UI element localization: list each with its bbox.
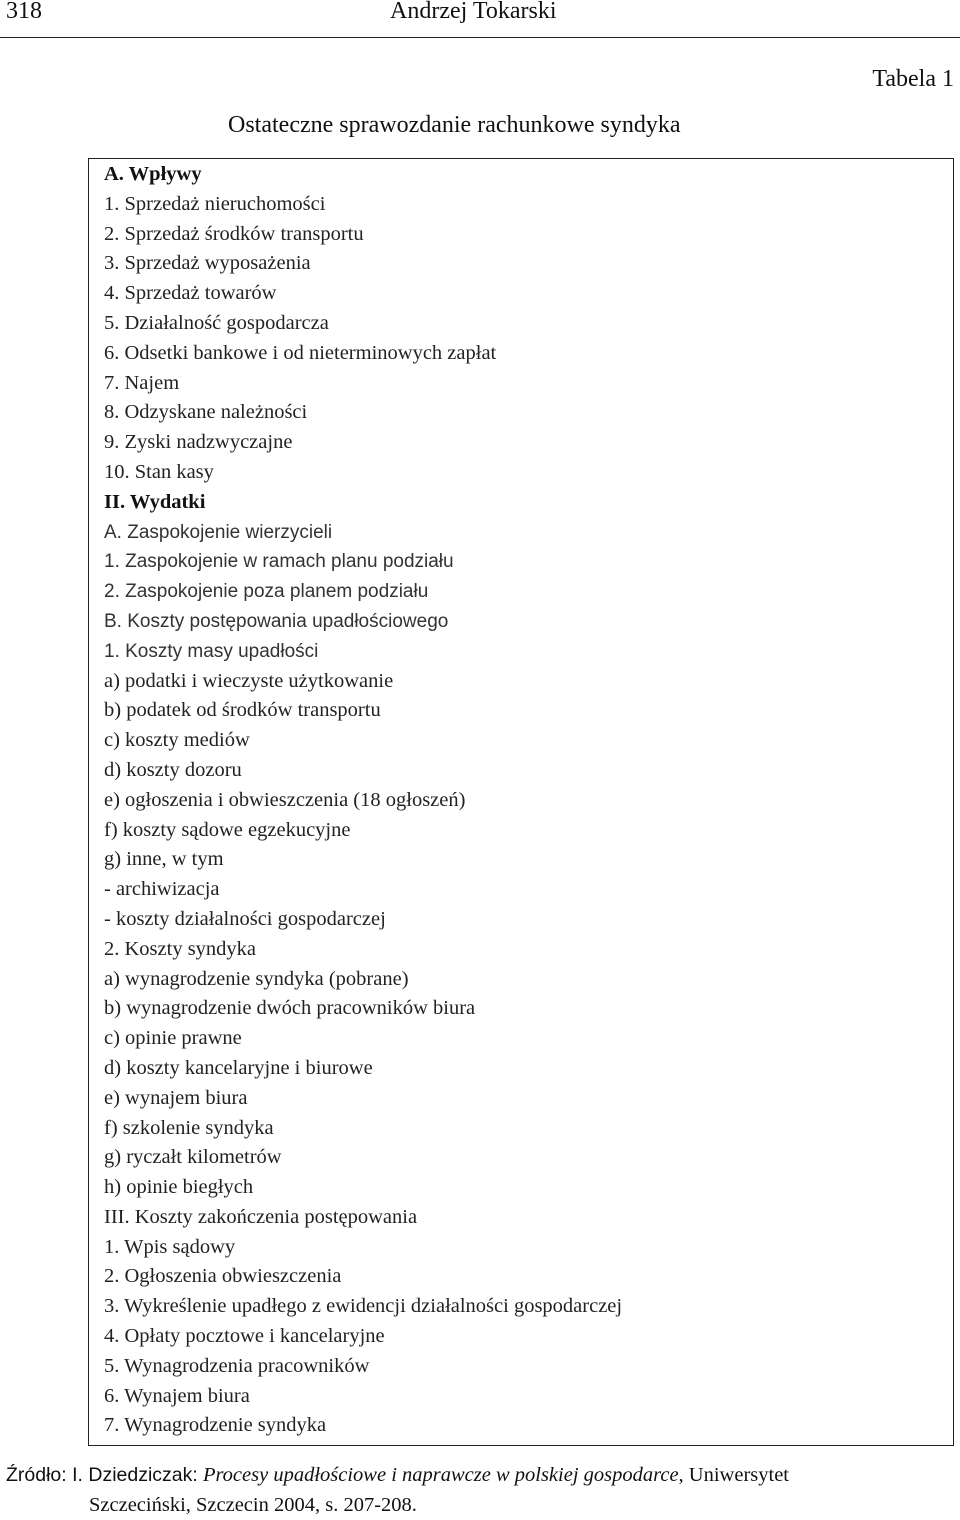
source-publisher: , Uniwersytet bbox=[678, 1464, 789, 1486]
table-row: 1. Koszty masy upadłości bbox=[104, 640, 319, 662]
table-row: 1. Sprzedaż nieruchomości bbox=[104, 192, 326, 215]
table-row: 6. Wynajem biura bbox=[104, 1384, 250, 1407]
running-head-author: Andrzej Tokarski bbox=[390, 0, 557, 24]
table-label: Tabela 1 bbox=[872, 66, 954, 92]
table-row: 2. Sprzedaż środków transportu bbox=[104, 222, 364, 245]
table-row: - koszty działalności gospodarczej bbox=[104, 907, 386, 930]
page-number: 318 bbox=[6, 0, 42, 24]
table-row: II. Wydatki bbox=[104, 490, 206, 513]
table-row: 7. Najem bbox=[104, 371, 180, 394]
table-row: e) wynajem biura bbox=[104, 1086, 248, 1109]
table-row: h) opinie biegłych bbox=[104, 1176, 254, 1199]
table-rows bbox=[104, 160, 622, 1441]
table-row: 1. Zaspokojenie w ramach planu podziału bbox=[104, 551, 454, 573]
table-row: 2. Ogłoszenia obwieszczenia bbox=[104, 1265, 342, 1288]
table-row: b) wynagrodzenie dwóch pracowników biura bbox=[104, 997, 476, 1020]
source-lead: Źródło: I. Dziedziczak: bbox=[6, 1464, 198, 1486]
table-row: e) ogłoszenia i obwieszczenia (18 ogłoszeń) bbox=[104, 788, 466, 811]
table-row: 10. Stan kasy bbox=[104, 460, 214, 483]
table-row: a) podatki i wieczyste użytkowanie bbox=[104, 669, 394, 692]
table-row: 1. Wpis sądowy bbox=[104, 1235, 236, 1258]
table-row: g) ryczałt kilometrów bbox=[104, 1146, 282, 1169]
source-title: Procesy upadłościowe i naprawcze w polskiej gospodarce bbox=[202, 1464, 679, 1486]
table-row: f) koszty sądowe egzekucyjne bbox=[104, 818, 351, 841]
table-row: c) koszty mediów bbox=[104, 729, 250, 752]
table-row: b) podatek od środków transportu bbox=[104, 699, 381, 722]
table-row: 7. Wynagrodzenie syndyka bbox=[104, 1414, 327, 1437]
table-row: f) szkolenie syndyka bbox=[104, 1116, 274, 1139]
table-row: 3. Sprzedaż wyposażenia bbox=[104, 252, 311, 275]
table-row: A. Wpływy bbox=[104, 163, 202, 185]
table-row: III. Koszty zakończenia postępowania bbox=[104, 1205, 418, 1228]
table-title: Ostateczne sprawozdanie rachunkowe syndyka bbox=[228, 112, 681, 138]
table-row: 4. Sprzedaż towarów bbox=[104, 282, 277, 305]
table-row: 8. Odzyskane należności bbox=[104, 401, 308, 424]
table-row: 3. Wykreślenie upadłego z ewidencji działalności gospodarczej bbox=[104, 1295, 623, 1318]
table-row: c) opinie prawne bbox=[104, 1027, 242, 1050]
table-row: d) koszty kancelaryjne i biurowe bbox=[104, 1056, 373, 1079]
table-row: 9. Zyski nadzwyczajne bbox=[104, 431, 293, 454]
table-row: 5. Wynagrodzenia pracowników bbox=[104, 1354, 370, 1377]
table-row: - archiwizacja bbox=[104, 878, 220, 901]
page-header bbox=[0, 0, 960, 38]
table-row: 5. Działalność gospodarcza bbox=[104, 311, 329, 334]
table-row: A. Zaspokojenie wierzycieli bbox=[104, 521, 333, 543]
table-row: 2. Zaspokojenie poza planem podziału bbox=[104, 581, 429, 603]
table-row: 6. Odsetki bankowe i od nieterminowych zapłat bbox=[104, 341, 497, 364]
source-line-2: Szczeciński, Szczecin 2004, s. 207-208. bbox=[89, 1494, 417, 1516]
table-row: g) inne, w tym bbox=[104, 848, 224, 871]
table-row: B. Koszty postępowania upadłościowego bbox=[104, 610, 449, 632]
source-note bbox=[6, 1460, 956, 1520]
table-row: 2. Koszty syndyka bbox=[104, 937, 257, 960]
table-row: d) koszty dozoru bbox=[104, 758, 242, 781]
table-row: 4. Opłaty pocztowe i kancelaryjne bbox=[104, 1325, 385, 1348]
table-row: a) wynagrodzenie syndyka (pobrane) bbox=[104, 967, 409, 990]
